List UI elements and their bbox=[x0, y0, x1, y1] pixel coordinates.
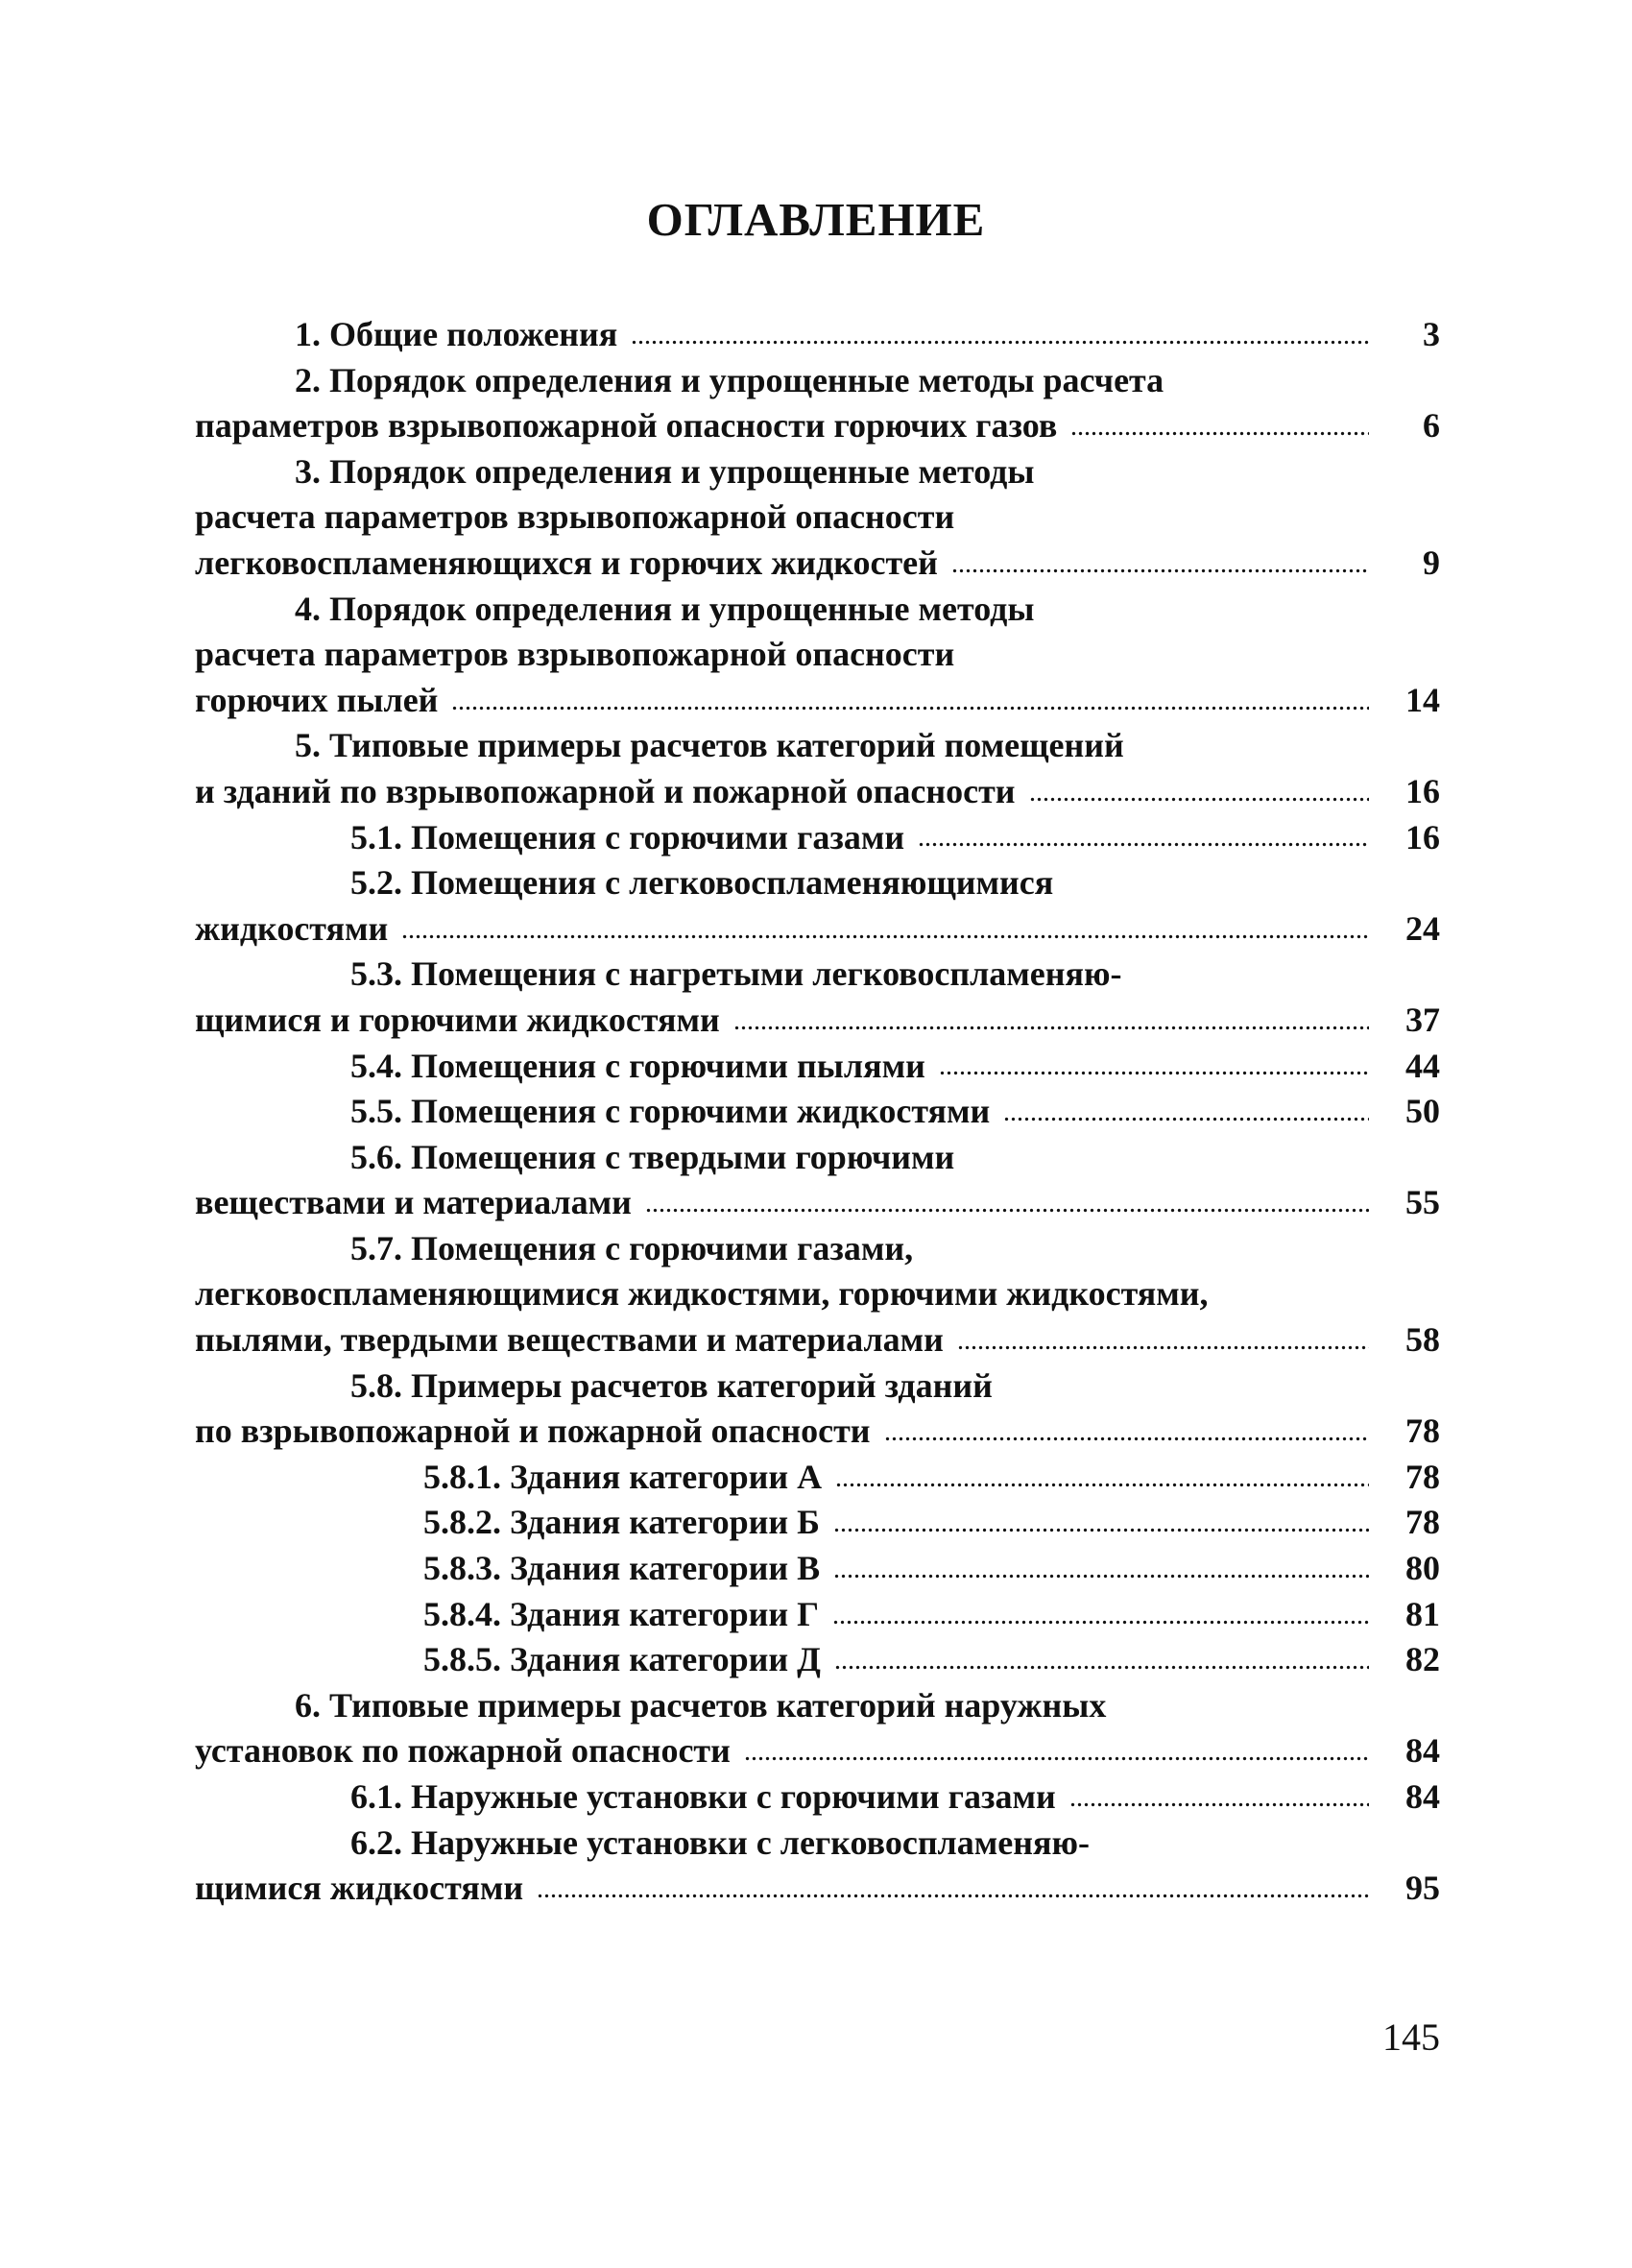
toc-entry[interactable] bbox=[195, 1592, 1440, 1638]
toc-entry[interactable] bbox=[195, 1821, 1440, 1912]
toc-entry-page: 55 bbox=[1405, 1183, 1440, 1222]
toc-entry-line bbox=[195, 998, 1440, 1044]
page-title: ОГЛАВЛЕНИЕ bbox=[646, 193, 986, 246]
dot-leader bbox=[744, 1755, 1369, 1762]
toc-entry-line bbox=[195, 1455, 1440, 1501]
toc-entry-title: щимися жидкостями bbox=[195, 1869, 524, 1908]
toc-entry-page: 78 bbox=[1405, 1503, 1440, 1542]
toc-entry[interactable] bbox=[195, 723, 1440, 814]
toc-entry-page: 16 bbox=[1405, 771, 1440, 810]
toc-entry-title: 5.8.3. Здания категории В bbox=[423, 1549, 821, 1588]
toc-entry[interactable] bbox=[195, 1226, 1440, 1363]
toc-entry[interactable] bbox=[195, 312, 1440, 358]
toc-entry-title: 5.8. Примеры расчетов категорий зданий bbox=[350, 1365, 993, 1405]
toc-entry-page: 50 bbox=[1405, 1092, 1440, 1131]
toc-entry-line bbox=[195, 769, 1440, 815]
toc-entry[interactable] bbox=[195, 1044, 1440, 1090]
toc-entry-line bbox=[195, 1409, 1440, 1455]
dot-leader bbox=[939, 1070, 1369, 1076]
toc-entry-title: легковоспламеняющимися жидкостями, горючими жидкостями, bbox=[195, 1274, 1209, 1314]
toc-entry-page: 81 bbox=[1405, 1594, 1440, 1633]
toc-entry[interactable] bbox=[195, 1500, 1440, 1546]
toc-entry-line bbox=[195, 541, 1440, 587]
toc-entry-title: пылями, твердыми веществами и материалами bbox=[195, 1320, 944, 1360]
toc-entry-page: 37 bbox=[1405, 1000, 1440, 1039]
dot-leader bbox=[957, 1344, 1369, 1351]
toc-entry-page: 9 bbox=[1423, 543, 1440, 582]
toc-entry-line bbox=[195, 860, 1440, 906]
toc-entry[interactable] bbox=[195, 1637, 1440, 1683]
toc-entry[interactable] bbox=[195, 449, 1440, 587]
toc-entry-line bbox=[195, 1089, 1440, 1135]
dot-leader bbox=[537, 1893, 1369, 1899]
dot-leader bbox=[645, 1207, 1369, 1214]
table-of-contents bbox=[195, 312, 1440, 1912]
toc-entry-title: параметров взрывопожарной опасности горючих газов bbox=[195, 406, 1058, 446]
dot-leader bbox=[833, 1527, 1369, 1533]
toc-entry-page: 6 bbox=[1423, 406, 1440, 446]
toc-entry-title: 5.1. Помещения с горючими газами bbox=[350, 817, 905, 857]
toc-entry-title: легковоспламеняющихся и горючих жидкостей bbox=[195, 543, 938, 582]
toc-entry-line bbox=[195, 1500, 1440, 1546]
dot-leader bbox=[832, 1618, 1369, 1625]
toc-entry-page: 80 bbox=[1405, 1549, 1440, 1588]
toc-entry-title: 2. Порядок определения и упрощенные методы расчета bbox=[295, 360, 1164, 399]
toc-entry-title: 5.4. Помещения с горючими пылями bbox=[350, 1046, 925, 1085]
toc-entry-title: 5.8.5. Здания категории Д bbox=[423, 1640, 821, 1679]
toc-entry-page: 78 bbox=[1405, 1457, 1440, 1496]
toc-entry-title: 5.6. Помещения с твердыми горючими bbox=[350, 1137, 955, 1176]
toc-entry-line bbox=[195, 1592, 1440, 1638]
toc-entry-title: 5. Типовые примеры расчетов категорий помещений bbox=[295, 726, 1124, 765]
toc-entry-line bbox=[195, 1135, 1440, 1181]
toc-entry-line bbox=[195, 1180, 1440, 1226]
toc-entry[interactable] bbox=[195, 1546, 1440, 1592]
dot-leader bbox=[884, 1436, 1370, 1442]
toc-entry-line bbox=[195, 1226, 1440, 1272]
toc-entry-title: 5.8.1. Здания категории А bbox=[423, 1457, 823, 1496]
toc-entry-line bbox=[195, 1044, 1440, 1090]
toc-entry-line bbox=[195, 815, 1440, 861]
toc-entry-line bbox=[195, 449, 1440, 495]
toc-entry-title: 4. Порядок определения и упрощенные методы bbox=[295, 589, 1035, 628]
dot-leader bbox=[951, 567, 1369, 574]
toc-entry-title: 5.2. Помещения с легковоспламеняющимися bbox=[350, 863, 1054, 903]
toc-entry-title: 3. Порядок определения и упрощенные методы bbox=[295, 451, 1035, 491]
toc-entry[interactable] bbox=[195, 1363, 1440, 1455]
toc-entry-line bbox=[195, 632, 1440, 678]
toc-entry-title: щимися и горючими жидкостями bbox=[195, 1000, 720, 1039]
toc-entry-line bbox=[195, 1271, 1440, 1317]
toc-entry-line bbox=[195, 723, 1440, 769]
toc-entry-title: установок по пожарной опасности bbox=[195, 1731, 731, 1771]
toc-entry-title: 5.8.2. Здания категории Б bbox=[423, 1503, 820, 1542]
toc-entry-line bbox=[195, 358, 1440, 404]
toc-entry[interactable] bbox=[195, 1089, 1440, 1135]
dot-leader bbox=[833, 1573, 1369, 1580]
toc-entry-line bbox=[195, 1821, 1440, 1867]
toc-entry[interactable] bbox=[195, 1683, 1440, 1774]
toc-entry-title: горючих пылей bbox=[195, 680, 439, 719]
toc-entry[interactable] bbox=[195, 1455, 1440, 1501]
toc-entry-line bbox=[195, 678, 1440, 724]
dot-leader bbox=[835, 1482, 1369, 1488]
dot-leader bbox=[1069, 1801, 1369, 1808]
toc-entry-page: 84 bbox=[1405, 1731, 1440, 1771]
toc-entry-title: и зданий по взрывопожарной и пожарной опасности bbox=[195, 771, 1016, 810]
page-number: 145 bbox=[1382, 2015, 1440, 2059]
toc-entry-page: 14 bbox=[1405, 680, 1440, 719]
toc-entry-title: 5.8.4. Здания категории Г bbox=[423, 1594, 820, 1633]
toc-entry-title: 6.2. Наружные установки с легковоспламеняю- bbox=[350, 1822, 1090, 1862]
toc-entry-line bbox=[195, 1317, 1440, 1363]
dot-leader bbox=[451, 705, 1369, 712]
toc-entry-page: 44 bbox=[1405, 1046, 1440, 1085]
dot-leader bbox=[1029, 796, 1370, 803]
toc-entry-line bbox=[195, 495, 1440, 541]
toc-entry-title: жидкостями bbox=[195, 908, 389, 948]
toc-entry-line bbox=[195, 1546, 1440, 1592]
toc-entry-title: 5.3. Помещения с нагретыми легковоспламеняю- bbox=[350, 954, 1122, 994]
dot-leader bbox=[834, 1664, 1369, 1671]
dot-leader bbox=[631, 339, 1369, 346]
toc-entry-title: 1. Общие положения bbox=[295, 315, 618, 353]
dot-leader bbox=[918, 841, 1369, 848]
toc-entry-title: расчета параметров взрывопожарной опасности bbox=[195, 635, 955, 674]
toc-entry-title: веществами и материалами bbox=[195, 1183, 632, 1222]
toc-entry-page: 58 bbox=[1405, 1320, 1440, 1360]
toc-entry-page: 24 bbox=[1405, 908, 1440, 948]
dot-leader bbox=[733, 1025, 1369, 1031]
toc-entry[interactable] bbox=[195, 587, 1440, 724]
toc-entry[interactable] bbox=[195, 1135, 1440, 1226]
toc-entry-line bbox=[195, 587, 1440, 633]
toc-entry-title: 5.5. Помещения с горючими жидкостями bbox=[350, 1092, 991, 1131]
toc-entry-title: по взрывопожарной и пожарной опасности bbox=[195, 1411, 871, 1451]
toc-entry-title: 6. Типовые примеры расчетов категорий наружных bbox=[295, 1685, 1107, 1725]
dot-leader bbox=[1070, 430, 1369, 437]
toc-entry[interactable] bbox=[195, 1774, 1440, 1821]
toc-entry-page: 78 bbox=[1405, 1411, 1440, 1451]
toc-entry-page: 82 bbox=[1405, 1640, 1440, 1679]
toc-entry-title: расчета параметров взрывопожарной опасности bbox=[195, 497, 955, 537]
toc-entry-line bbox=[195, 1774, 1440, 1821]
dot-leader bbox=[1003, 1116, 1369, 1122]
toc-entry-line bbox=[195, 312, 1440, 358]
dot-leader bbox=[401, 933, 1369, 940]
toc-entry-title: 6.1. Наружные установки с горючими газами bbox=[350, 1777, 1056, 1816]
toc-entry-line bbox=[195, 1637, 1440, 1683]
toc-entry-line bbox=[195, 952, 1440, 998]
toc-entry-page: 84 bbox=[1405, 1777, 1440, 1816]
toc-entry[interactable] bbox=[195, 815, 1440, 861]
toc-entry[interactable] bbox=[195, 860, 1440, 952]
toc-entry-title: 5.7. Помещения с горючими газами, bbox=[350, 1228, 914, 1267]
toc-entry-line bbox=[195, 1683, 1440, 1729]
toc-entry-line bbox=[195, 1728, 1440, 1774]
toc-entry[interactable] bbox=[195, 358, 1440, 449]
toc-entry-page: 3 bbox=[1423, 315, 1440, 353]
toc-entry-line bbox=[195, 906, 1440, 953]
toc-entry-page: 95 bbox=[1405, 1869, 1440, 1908]
toc-entry-page: 16 bbox=[1405, 817, 1440, 857]
toc-entry[interactable] bbox=[195, 952, 1440, 1043]
toc-entry-line bbox=[195, 1866, 1440, 1912]
toc-entry-line bbox=[195, 1363, 1440, 1410]
toc-entry-line bbox=[195, 403, 1440, 449]
